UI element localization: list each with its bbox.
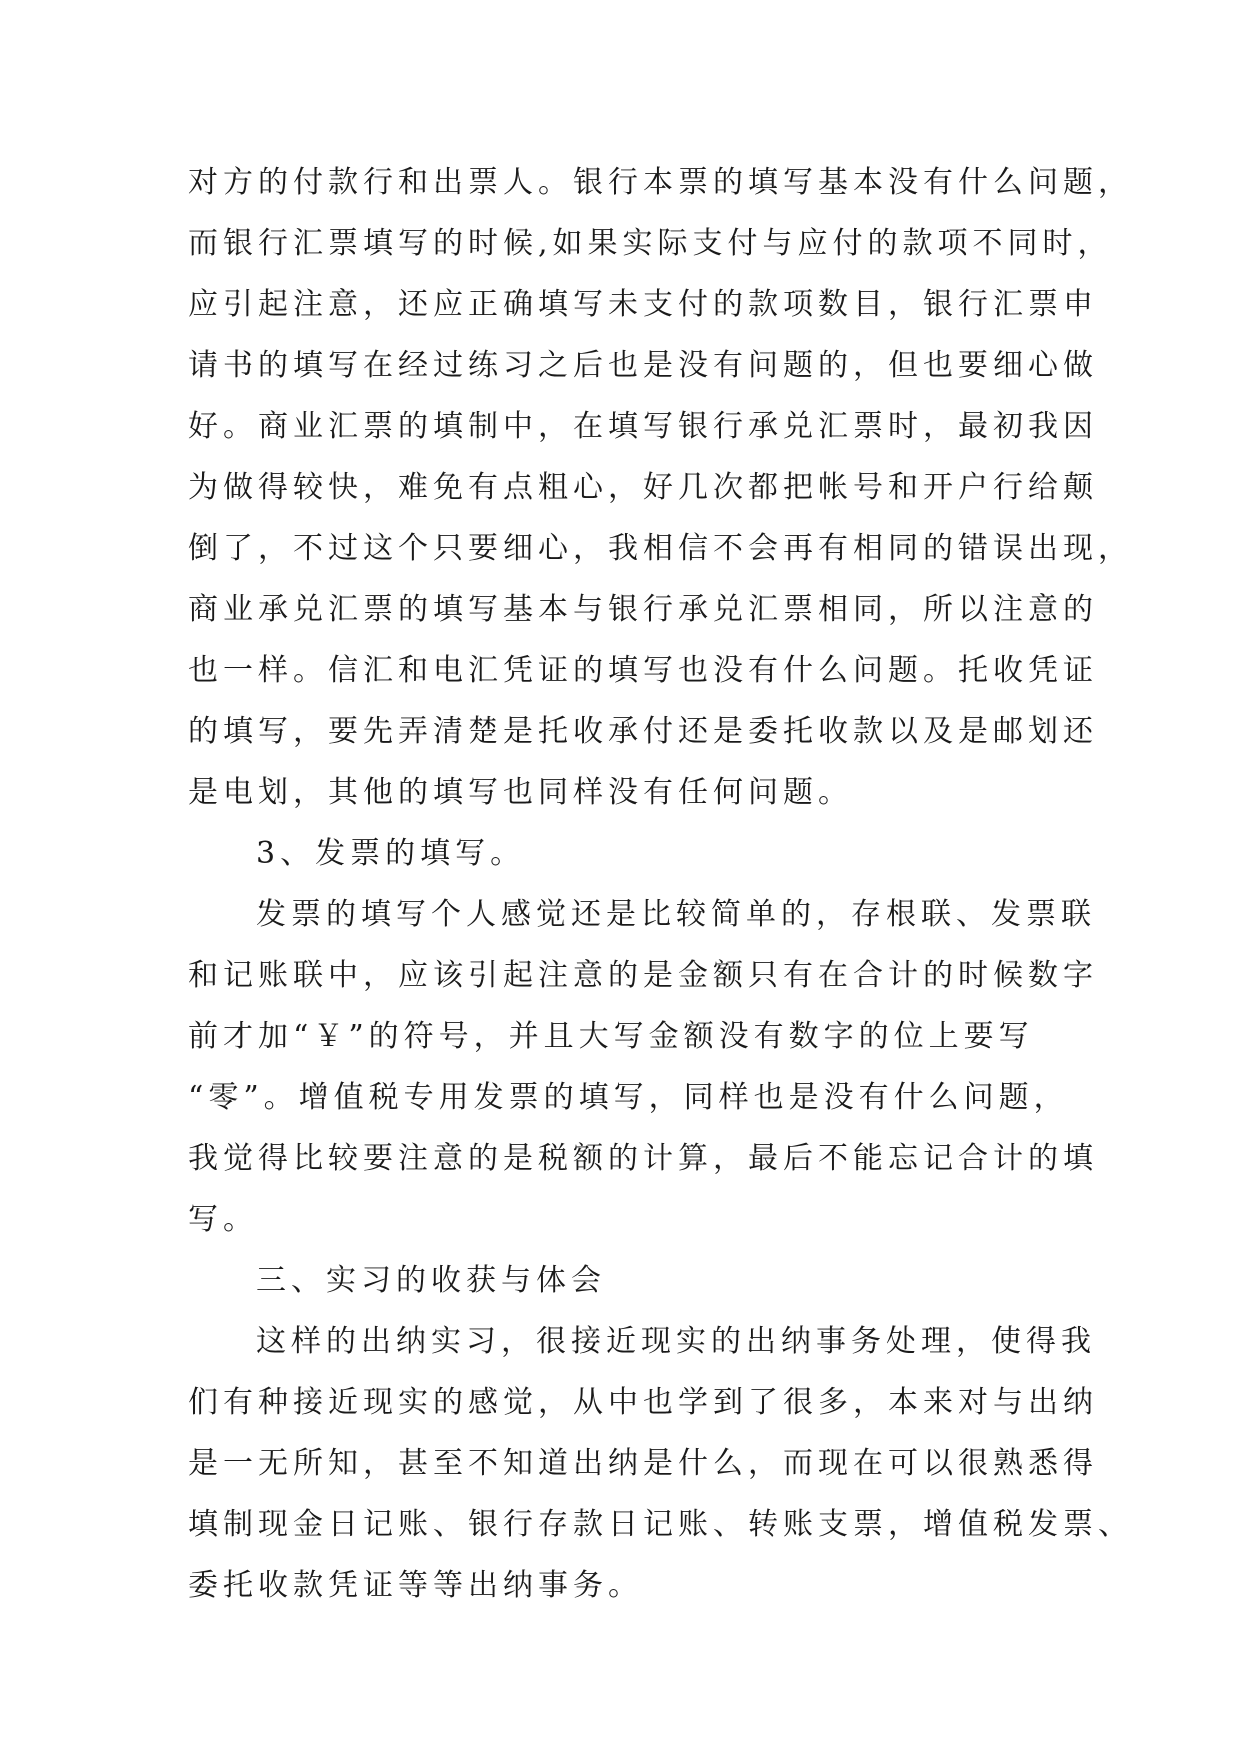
text-line: 商业承兑汇票的填写基本与银行承兑汇票相同，所以注意的: [188, 592, 1098, 627]
section-heading-gains: 三、实习的收获与体会: [256, 1263, 606, 1298]
text-line: 应引起注意，还应正确填写未支付的款项数目，银行汇票申: [188, 287, 1098, 322]
section-heading-invoice: 3、发票的填写。: [256, 836, 526, 871]
text-line: 也一样。信汇和电汇凭证的填写也没有什么问题。托收凭证: [188, 653, 1098, 688]
text-line: 而银行汇票填写的时候,如果实际支付与应付的款项不同时，: [188, 226, 1113, 261]
text-line: 前才加“￥”的符号，并且大写金额没有数字的位上要写: [188, 1019, 1034, 1054]
text-line: 的填写，要先弄清楚是托收承付还是委托收款以及是邮划还: [188, 714, 1098, 749]
text-line: 是电划，其他的填写也同样没有任何问题。: [188, 775, 853, 810]
text-line: 和记账联中，应该引起注意的是金额只有在合计的时候数字: [188, 958, 1098, 993]
text-line: 委托收款凭证等等出纳事务。: [188, 1568, 643, 1603]
text-line: 我觉得比较要注意的是税额的计算，最后不能忘记合计的填: [188, 1141, 1098, 1176]
text-line: 是一无所知，甚至不知道出纳是什么，而现在可以很熟悉得: [188, 1446, 1098, 1481]
text-line: 对方的付款行和出票人。银行本票的填写基本没有什么问题，: [188, 165, 1133, 200]
text-line: 请书的填写在经过练习之后也是没有问题的，但也要细心做: [188, 348, 1098, 383]
text-line: 倒了，不过这个只要细心，我相信不会再有相同的错误出现，: [188, 531, 1133, 566]
text-line: “零”。增值税专用发票的填写，同样也是没有什么问题，: [188, 1080, 1069, 1115]
body-text: [188, 152, 1133, 1616]
text-line: 填制现金日记账、银行存款日记账、转账支票，增值税发票、: [188, 1507, 1133, 1542]
text-line: 这样的出纳实习，很接近现实的出纳事务处理，使得我: [256, 1324, 1096, 1359]
text-line: 们有种接近现实的感觉，从中也学到了很多，本来对与出纳: [188, 1385, 1098, 1420]
text-line: 好。商业汇票的填制中，在填写银行承兑汇票时，最初我因: [188, 409, 1098, 444]
text-line: 为做得较快，难免有点粗心，好几次都把帐号和开户行给颠: [188, 470, 1098, 505]
text-line: 写。: [188, 1202, 258, 1237]
text-line: 发票的填写个人感觉还是比较简单的，存根联、发票联: [256, 897, 1096, 932]
